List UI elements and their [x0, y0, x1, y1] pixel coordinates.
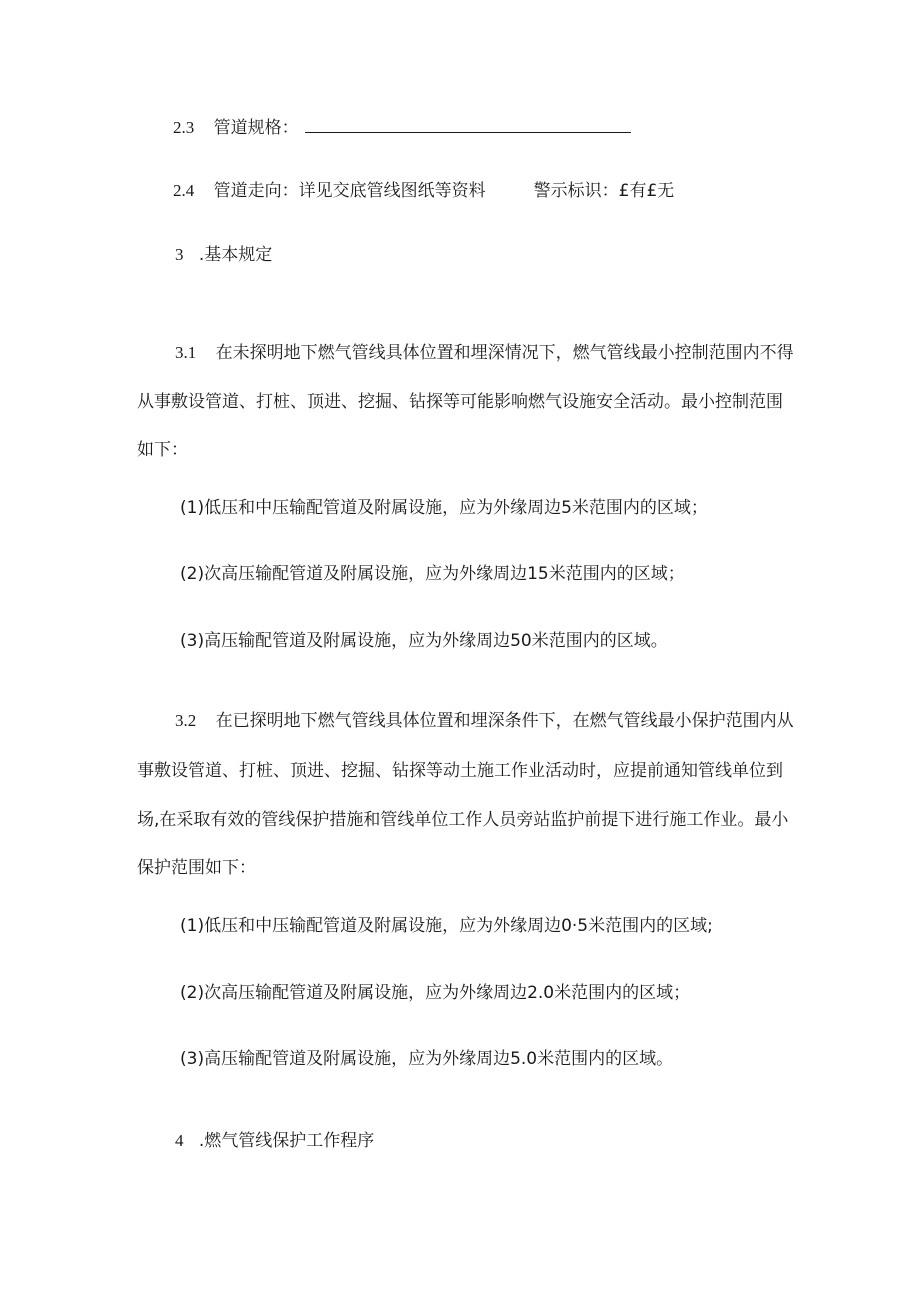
paragraph-text: 在已探明地下燃气管线具体位置和埋深条件下，在燃气管线最小保护范围内从 — [215, 711, 794, 731]
section-2-4 — [173, 180, 674, 202]
paragraph-3-2-line-2: 事敷设管道、打桩、顶进、挖掘、钻探等动土施工作业活动时，应提前通知管线单位到 — [137, 761, 783, 781]
paragraph-3-1-line-3: 如下： — [137, 440, 188, 460]
list-item: (3)高压输配管道及附属设施，应为外缘周边5.0米范围内的区域。 — [180, 1049, 674, 1069]
list-item: (2)次高压输配管道及附属设施，应为外缘周边15米范围内的区域； — [180, 564, 685, 584]
list-item: (2)次高压输配管道及附属设施，应为外缘周边2.0米范围内的区域； — [180, 983, 691, 1003]
paragraph-3-2-line-4: 保护范围如下： — [137, 858, 256, 878]
warning-sign-text: 警示标识：£有£无 — [533, 181, 675, 201]
section-2-3 — [173, 116, 631, 139]
list-item: (1)低压和中压输配管道及附属设施，应为外缘周边5米范围内的区域； — [180, 498, 708, 518]
paragraph-3-2-line-1 — [175, 710, 794, 732]
paragraph-3-2-line-3: 场,在采取有效的管线保护措施和管线单位工作人员旁站监护前提下进行施工作业。最小 — [137, 810, 789, 830]
section-title: .基本规定 — [198, 245, 273, 265]
section-number: 4 — [175, 1131, 184, 1150]
paragraph-3-1-line-2: 从事敷设管道、打桩、顶进、挖掘、钻探等可能影响燃气设施安全活动。最小控制范围 — [137, 392, 783, 412]
section-3-heading — [175, 244, 272, 266]
list-item: (1)低压和中压输配管道及附属设施，应为外缘周边0·5米范围内的区域; — [180, 916, 713, 936]
section-text: 管道规格： — [213, 118, 299, 138]
list-item: (3)高压输配管道及附属设施，应为外缘周边50米范围内的区域。 — [180, 631, 668, 651]
paragraph-text: 在未探明地下燃气管线具体位置和埋深情况下，燃气管线最小控制范围内不得 — [215, 343, 794, 363]
section-number: 3.2 — [175, 711, 197, 730]
section-text: 管道走向：详见交底管线图纸等资料 — [213, 181, 486, 201]
section-title: .燃气管线保护工作程序 — [198, 1131, 375, 1151]
section-4-heading — [175, 1130, 374, 1152]
section-number: 3.1 — [175, 343, 197, 362]
paragraph-3-1-line-1 — [175, 342, 794, 364]
blank-underline — [305, 116, 631, 133]
section-number: 2.3 — [173, 118, 195, 137]
section-number: 2.4 — [173, 181, 195, 200]
section-number: 3 — [175, 245, 184, 264]
